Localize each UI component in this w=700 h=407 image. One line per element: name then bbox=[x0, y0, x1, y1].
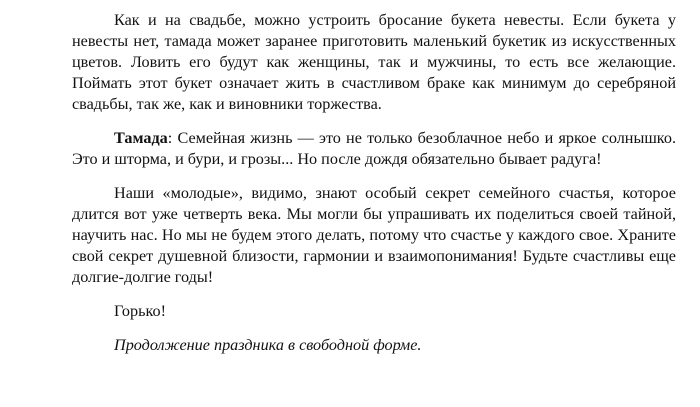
speaker-label: Тамада bbox=[114, 129, 168, 147]
speech-text: Семейная жизнь — это не только безоблачное небо и яркое солнышко. Это и шторма, и бури, и грозы... Но после дождя обязательно бывает радуга! bbox=[72, 129, 676, 168]
paragraph-continuation-note: Продолжение праздника в свободной форме. bbox=[114, 336, 422, 354]
speaker-separator: : bbox=[167, 129, 178, 147]
paragraph-bouquet: Как и на свадьбе, можно устроить бросание букета невесты. Если букета у невесты нет, тамада может заранее приготовить маленький букетик из искусственных цветов. Ловить его будут как женщины, так и мужчины, то есть все желающие. Поймать этот букет означает жить в счастливом браке как минимум до серебряной свадьбы, так же, как и виновники торжества. bbox=[72, 11, 676, 113]
paragraph-gorko: Горько! bbox=[114, 302, 167, 320]
paragraph-tamada-speech bbox=[72, 128, 676, 170]
document-page bbox=[72, 10, 676, 356]
paragraph-family-secret: Наши «молодые», видимо, знают особый секрет семейного счастья, которое длится вот уже четверть века. Мы могли бы упрашивать их поделиться своей тайной, научить нас. Но мы не будем этого делать, потому что счастье у каждого свое. Храните свой секрет душевной близости, гармонии и взаимопонимания! Будьте счастливы еще долгие-долгие годы! bbox=[72, 184, 676, 286]
